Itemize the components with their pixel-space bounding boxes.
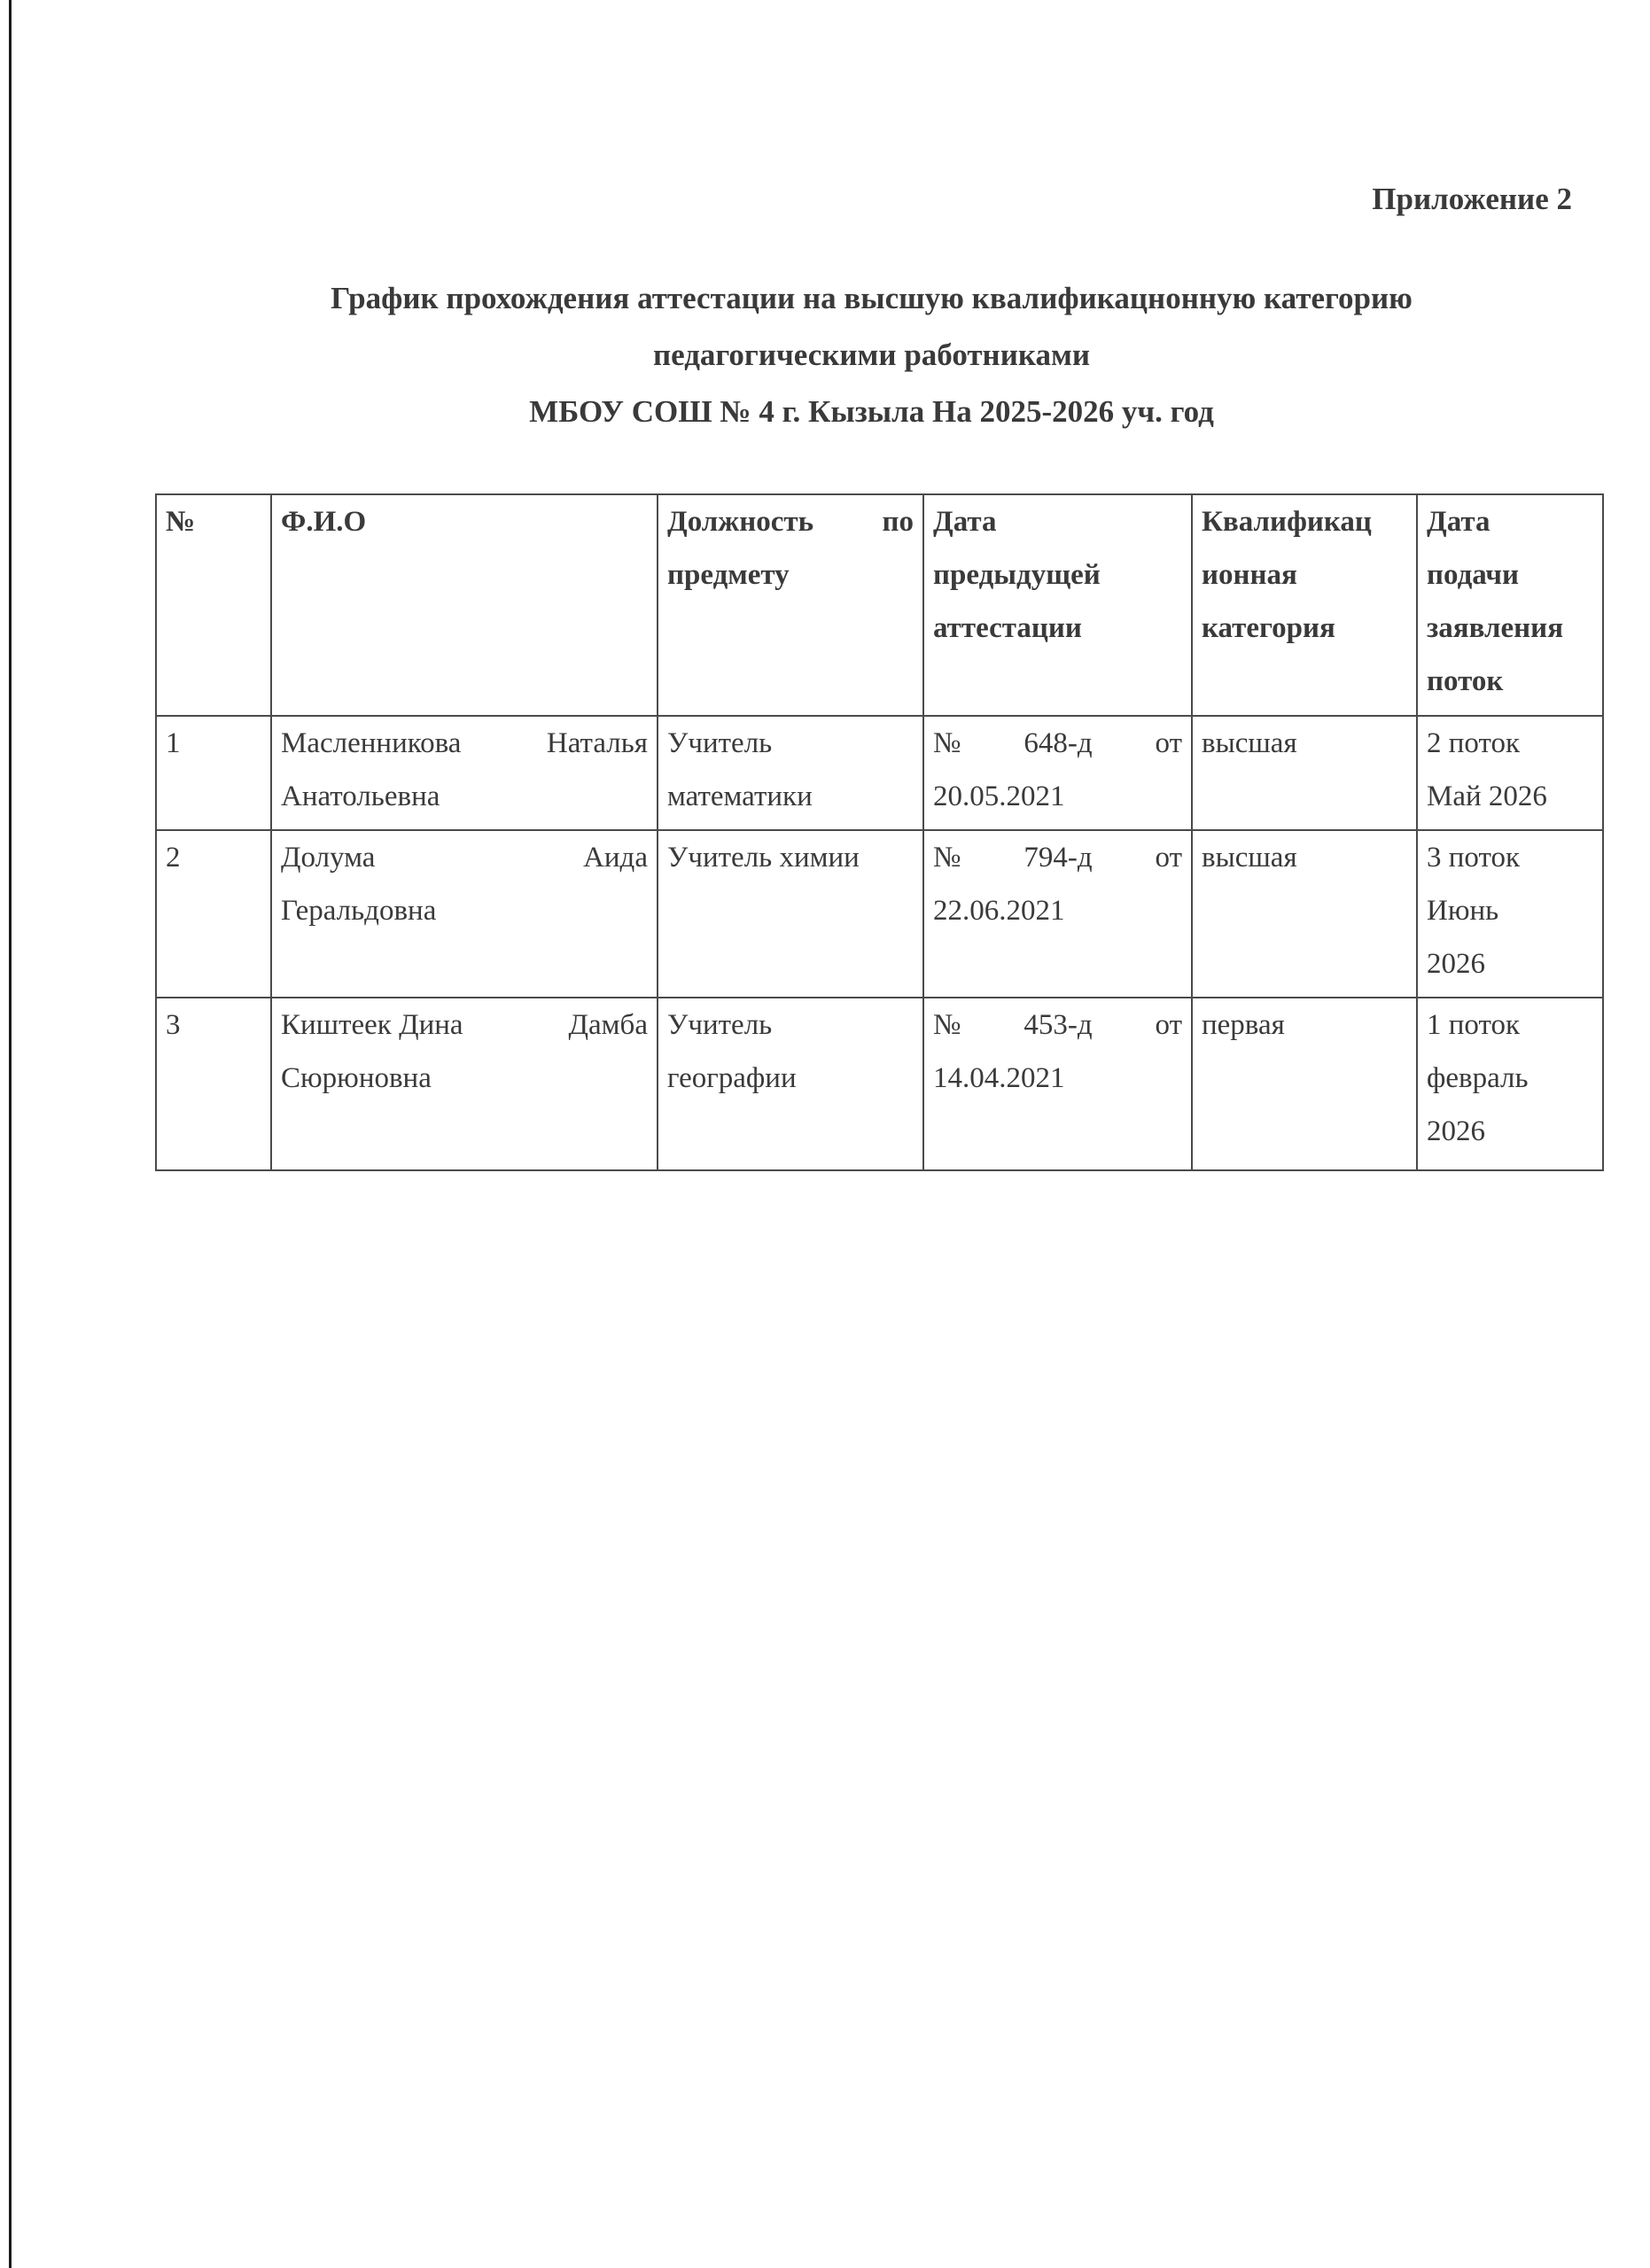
cell-num: 1 bbox=[156, 716, 271, 830]
cell-num: 3 bbox=[156, 998, 271, 1170]
document-title bbox=[155, 270, 1588, 440]
title-line-1: График прохождения аттестации на высшую квалификацнонную категорию bbox=[331, 281, 1413, 315]
header-previous-attestation-date: Дата предыдущей аттестации bbox=[923, 494, 1192, 716]
table-row bbox=[156, 830, 1603, 998]
cell-category: первая bbox=[1192, 998, 1417, 1170]
cell-position: Учитель химии bbox=[658, 830, 923, 998]
cell-name: Масленникова Наталья Анатольевна bbox=[271, 716, 658, 830]
header-position: Должность по предмету bbox=[658, 494, 923, 716]
table-header-row bbox=[156, 494, 1603, 716]
cell-previous-attestation: № 794-д от 22.06.2021 bbox=[923, 830, 1192, 998]
header-num: № bbox=[156, 494, 271, 716]
table-row bbox=[156, 716, 1603, 830]
cell-name: Долума Аида Геральдовна bbox=[271, 830, 658, 998]
attestation-schedule-table bbox=[155, 493, 1604, 1171]
cell-name: Киштеек Дина Дамба Сюрюновна bbox=[271, 998, 658, 1170]
cell-category: высшая bbox=[1192, 716, 1417, 830]
cell-previous-attestation: № 648-д от 20.05.2021 bbox=[923, 716, 1192, 830]
cell-stream: 2 поток Май 2026 bbox=[1417, 716, 1603, 830]
cell-stream: 1 поток февраль 2026 bbox=[1417, 998, 1603, 1170]
cell-previous-attestation: № 453-д от 14.04.2021 bbox=[923, 998, 1192, 1170]
table-row bbox=[156, 998, 1603, 1170]
header-name: Ф.И.О bbox=[271, 494, 658, 716]
title-line-3: МБОУ СОШ № 4 г. Кызыла На 2025-2026 уч. год bbox=[529, 394, 1214, 429]
cell-position: Учитель математики bbox=[658, 716, 923, 830]
header-submission-date-stream: Дата подачи заявления поток bbox=[1417, 494, 1603, 716]
appendix-label: Приложение 2 bbox=[1372, 182, 1572, 216]
cell-position: Учитель географии bbox=[658, 998, 923, 1170]
header-qualification-category: Квалификац ионная категория bbox=[1192, 494, 1417, 716]
cell-category: высшая bbox=[1192, 830, 1417, 998]
cell-stream: 3 поток Июнь 2026 bbox=[1417, 830, 1603, 998]
title-line-2: педагогическими работниками bbox=[652, 338, 1091, 372]
scan-edge-line bbox=[9, 0, 12, 2268]
cell-num: 2 bbox=[156, 830, 271, 998]
